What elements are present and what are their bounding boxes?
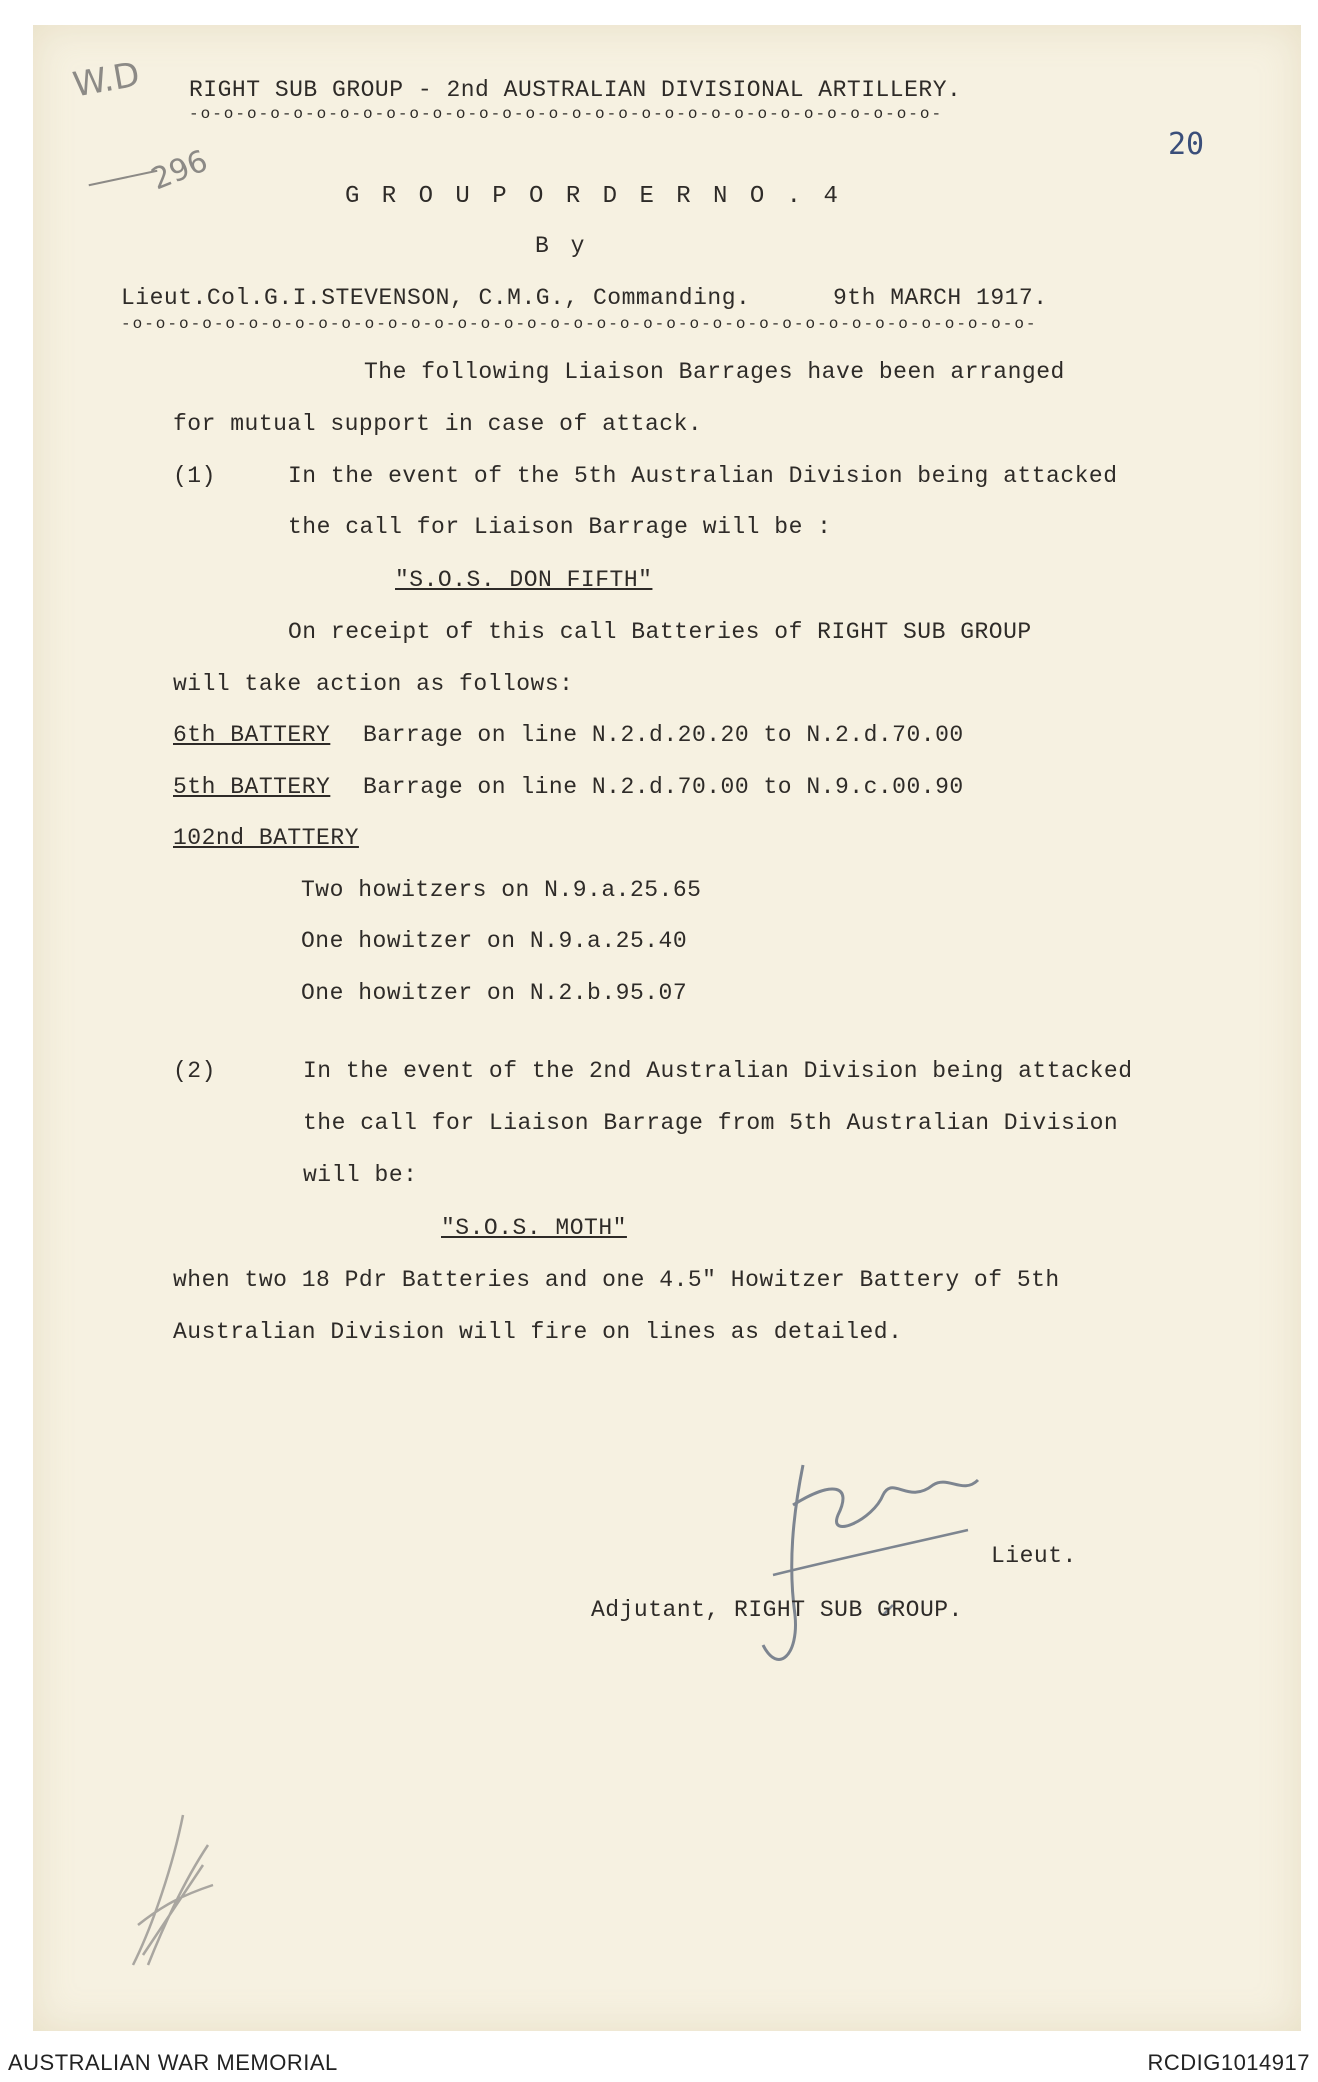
howitzer-line: One howitzer on N.9.a.25.40 [301,928,688,954]
pencil-annotation-296: 296 [146,143,213,198]
commander-line: Lieut.Col.G.I.STEVENSON, C.M.G., Commanding. [121,285,751,311]
pencil-scribble [113,1805,233,1975]
section-2-line-2: the call for Liaison Barrage from 5th Australian Division [303,1110,1119,1136]
section-1-line-2: the call for Liaison Barrage will be : [288,514,832,540]
howitzer-line: Two howitzers on N.9.a.25.65 [301,877,702,903]
section-2-line-4: when two 18 Pdr Batteries and one 4.5" Howitzer Battery of 5th [173,1267,1060,1293]
section-2-number: (2) [173,1058,216,1084]
howitzer-line: One howitzer on N.2.b.95.07 [301,980,688,1006]
header-unit: RIGHT SUB GROUP - 2nd AUSTRALIAN DIVISIONAL ARTILLERY. [189,77,962,103]
order-date: 9th MARCH 1917. [833,285,1048,311]
section-1-line-4: will take action as follows: [173,671,574,697]
footer-source: AUSTRALIAN WAR MEMORIAL [8,2050,338,2075]
battery-102-label: 102nd BATTERY [173,825,359,851]
battery-5-label: 5th BATTERY [173,774,331,800]
pencil-dash [89,170,158,187]
document-page [33,25,1301,2031]
section-2-line-1: In the event of the 2nd Australian Division being attacked [303,1058,1133,1084]
intro-line-2: for mutual support in case of attack. [173,411,703,437]
page-number-stamp: 20 [1168,127,1205,162]
battery-6-label: 6th BATTERY [173,722,331,748]
signature-title: Adjutant, RIGHT SUB GROUP. [591,1597,963,1623]
signature-rank: Lieut. [991,1543,1077,1569]
section-2-line-5: Australian Division will fire on lines as detailed. [173,1319,903,1345]
footer-identifier: RCDIG1014917 [1147,2050,1310,2075]
handwritten-signature [733,1425,993,1685]
header-divider: -o-o-o-o-o-o-o-o-o-o-o-o-o-o-o-o-o-o-o-o-o-o-o-o-o-o-o-o-o-o-o-o- [189,105,944,123]
order-by: B y [535,233,589,259]
section-1-call: "S.O.S. DON FIFTH" [395,567,653,593]
commander-divider: -o-o-o-o-o-o-o-o-o-o-o-o-o-o-o-o-o-o-o-o-o-o-o-o-o-o-o-o-o-o-o-o-o-o-o-o-o-o-o- [121,315,1038,333]
section-2-line-3: will be: [303,1162,418,1188]
intro-line-1: The following Liaison Barrages have been arranged [364,359,1065,385]
order-title: G R O U P O R D E R N O . 4 [345,183,842,210]
pencil-annotation-wd: W.D [70,54,143,106]
battery-5-text: Barrage on line N.2.d.70.00 to N.9.c.00.90 [363,774,964,800]
battery-6-text: Barrage on line N.2.d.20.20 to N.2.d.70.00 [363,722,964,748]
section-1-number: (1) [173,463,216,489]
section-2-call: "S.O.S. MOTH" [441,1215,627,1241]
section-1-line-1: In the event of the 5th Australian Division being attacked [288,463,1118,489]
section-1-line-3: On receipt of this call Batteries of RIGHT SUB GROUP [288,619,1032,645]
